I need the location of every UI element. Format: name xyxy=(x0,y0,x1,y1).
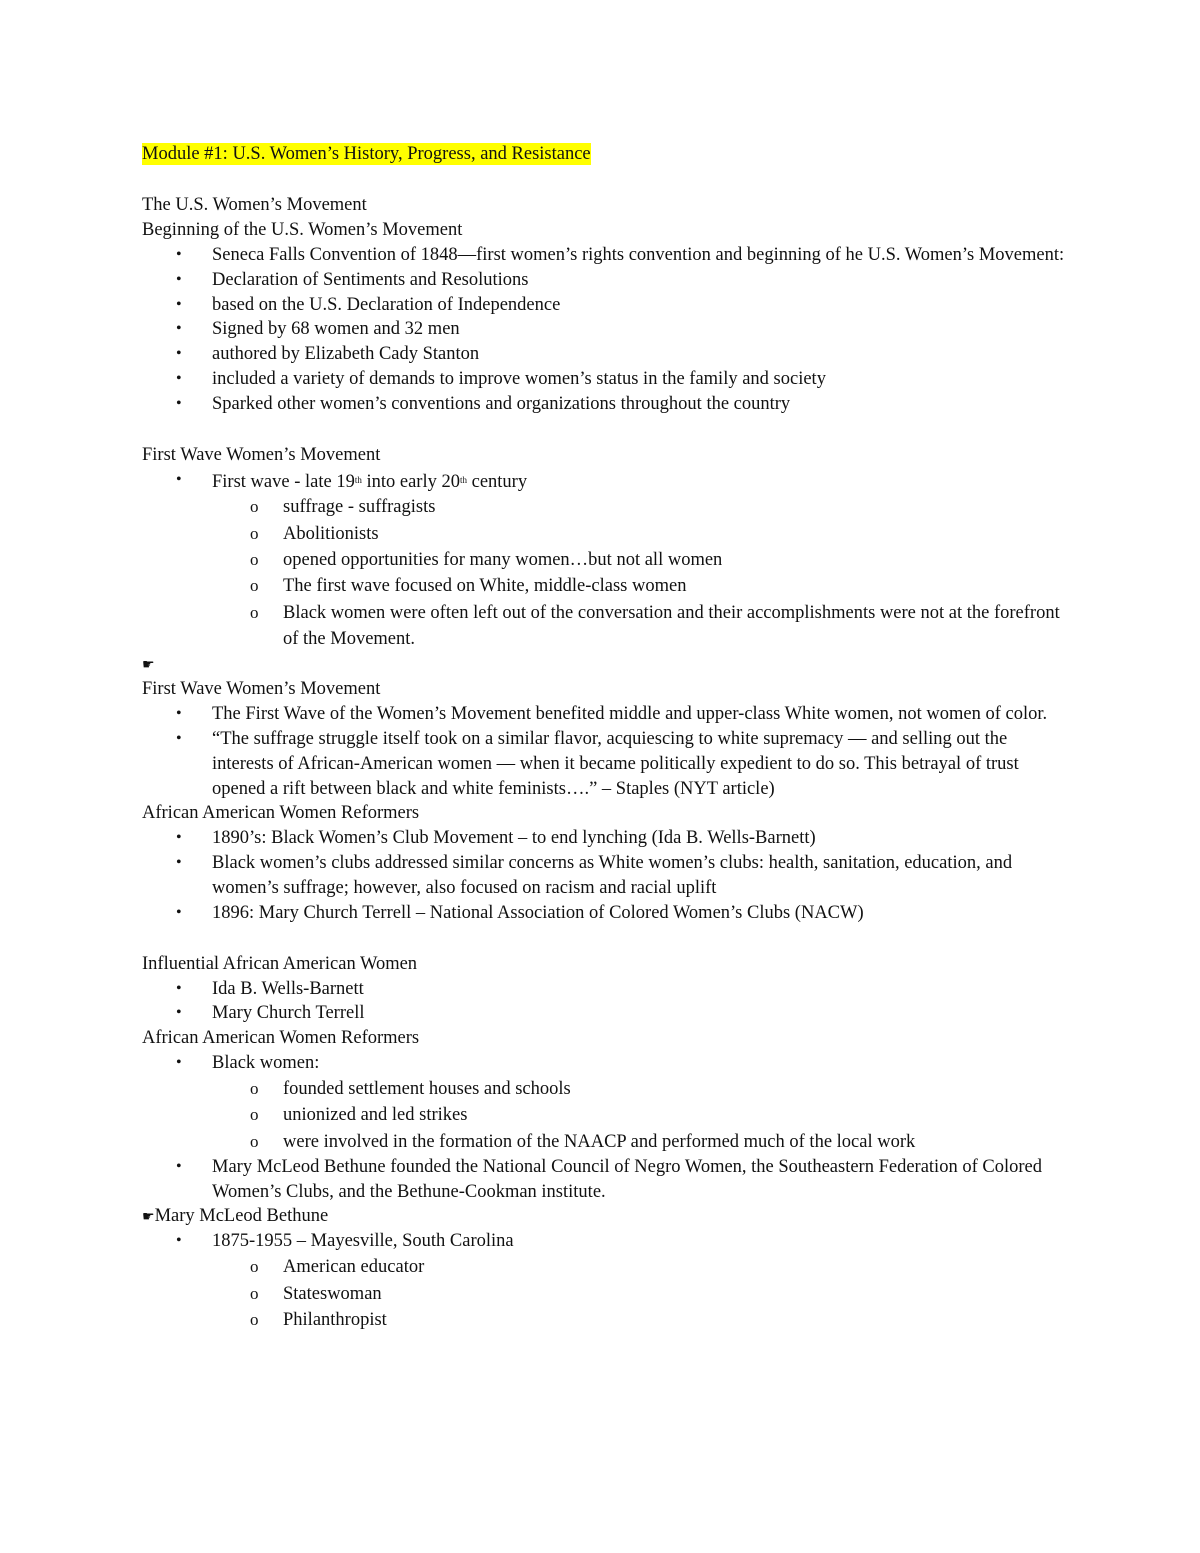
sub-list-item: o Philanthropist xyxy=(142,1307,1072,1333)
circle-bullet-icon: o xyxy=(250,1309,259,1329)
list-item: • First wave - late 19th into early 20th century o suffrage - suffragists o Abolitionists o opened opportunities for many women…but not all women o The first wave focused on White, middle-class women o Black women were often left out of the conversation and their accomplishments were not at the forefront of the Movement. xyxy=(142,468,1072,653)
circle-bullet-icon: o xyxy=(250,1131,259,1151)
first-wave-sublist xyxy=(212,494,1072,652)
list-item: • Black women: o founded settlement houses and schools o unionized and led strikes o were involved in the formation of the NAACP and performed much of the local work xyxy=(142,1051,1072,1155)
bullet-icon: • xyxy=(176,829,182,847)
bethune-sublist xyxy=(212,1254,1072,1333)
heading-us-womens-movement: The U.S. Women’s Movement xyxy=(142,195,367,215)
influential-list xyxy=(142,977,1072,1027)
sub-list-item: o unionized and led strikes xyxy=(142,1102,1072,1128)
circle-bullet-icon: o xyxy=(250,523,259,543)
list-item: • “The suffrage struggle itself took on a similar flavor, acquiescing to white supremacy — and selling out the interests of African-American women — when it became politically expedient to do so. This betrayal of trust opened a rift between black and white feminists….” – Staples (NYT article) xyxy=(176,728,1019,799)
list-item: • Mary McLeod Bethune founded the National Council of Negro Women, the Southeastern Federation of Colored Women’s Clubs, and the Bethune-Cookman institute. xyxy=(176,1156,1042,1202)
list-item: • based on the U.S. Declaration of Independence xyxy=(142,293,1072,318)
hand-pointer-icon: ☛ xyxy=(142,1209,155,1226)
circle-bullet-icon: o xyxy=(250,497,259,517)
list-item: • Ida B. Wells-Barnett xyxy=(142,977,1072,1002)
module-title: Module #1: U.S. Women’s History, Progress, and Resistance xyxy=(142,144,591,164)
sub-list-item: o opened opportunities for many women…but not all women xyxy=(142,547,1072,573)
circle-bullet-icon: o xyxy=(250,1105,259,1125)
bullet-icon: • xyxy=(176,470,182,488)
bethune-list xyxy=(142,1229,1072,1333)
first-wave-2-list xyxy=(142,702,1072,801)
bullet-icon: • xyxy=(176,394,182,412)
document-page xyxy=(142,142,1072,1333)
bullet-icon: • xyxy=(176,979,182,997)
bullet-icon: • xyxy=(176,1232,182,1250)
list-item: • authored by Elizabeth Cady Stanton xyxy=(142,342,1072,367)
list-item: • Sparked other women’s conventions and organizations throughout the country xyxy=(142,392,1072,417)
bullet-icon: • xyxy=(176,903,182,921)
sub-list-item: o were involved in the formation of the NAACP and performed much of the local work xyxy=(142,1129,1072,1155)
circle-bullet-icon: o xyxy=(250,1078,259,1098)
bullet-icon: • xyxy=(176,705,182,723)
sub-list-item: o suffrage - suffragists xyxy=(142,494,1072,520)
list-item: • included a variety of demands to improve women’s status in the family and society xyxy=(142,367,1072,392)
bullet-icon: • xyxy=(176,1004,182,1022)
bullet-icon: • xyxy=(176,270,182,288)
circle-bullet-icon: o xyxy=(250,602,259,622)
bullet-icon: • xyxy=(176,246,182,263)
heading-influential: Influential African American Women xyxy=(142,953,418,974)
circle-bullet-icon: o xyxy=(250,576,259,596)
circle-bullet-icon: o xyxy=(250,549,259,569)
list-item: • Black women’s clubs addressed similar concerns as White women’s clubs: health, sanitation, education, and women’s suffrage; however, also focused on racism and racial uplift xyxy=(176,853,1013,898)
bullet-icon: • xyxy=(176,1157,182,1175)
list-item: • 1896: Mary Church Terrell – National Association of Colored Women’s Clubs (NACW) xyxy=(142,901,1072,926)
bullet-icon: • xyxy=(176,345,182,363)
beginning-list xyxy=(142,243,1072,417)
bullet-icon: • xyxy=(176,854,182,872)
sub-list-item: o founded settlement houses and schools xyxy=(142,1076,1072,1102)
sub-list-item: o American educator xyxy=(142,1254,1072,1280)
bullet-icon: • xyxy=(176,1054,182,1072)
list-item: • Seneca Falls Convention of 1848—first women’s rights convention and beginning of he U.S. Women’s Movement: xyxy=(142,243,1072,268)
reformers-2-list xyxy=(142,1051,1072,1204)
bullet-icon: • xyxy=(176,369,182,387)
bullet-icon: • xyxy=(176,320,182,338)
heading-reformers: African American Women Reformers xyxy=(142,803,420,824)
reformers-2-sublist xyxy=(212,1076,1072,1155)
heading-first-wave: First Wave Women’s Movement xyxy=(142,444,381,465)
circle-bullet-icon: o xyxy=(250,1283,259,1303)
hand-pointer-icon: ☛ xyxy=(142,657,155,674)
heading-beginning: Beginning of the U.S. Women’s Movement xyxy=(142,220,463,240)
list-item: • Signed by 68 women and 32 men xyxy=(142,317,1072,342)
title-line xyxy=(142,142,1072,167)
sub-list-item: o Abolitionists xyxy=(142,521,1072,547)
sub-list-item: o Stateswoman xyxy=(142,1281,1072,1307)
sub-list-item: o Black women were often left out of the conversation and their accomplishments were not at the forefront of the Movement. xyxy=(142,600,1072,653)
list-item: • 1890’s: Black Women’s Club Movement – to end lynching (Ida B. Wells-Barnett) xyxy=(142,826,1072,851)
bullet-icon: • xyxy=(176,729,182,747)
circle-bullet-icon: o xyxy=(250,1257,259,1277)
heading-bethune: ☛Mary McLeod Bethune xyxy=(142,1204,1072,1229)
list-item: • The First Wave of the Women’s Movement benefited middle and upper-class White women, not women of color. xyxy=(142,702,1072,727)
ornament-line xyxy=(142,652,1072,677)
bullet-icon: • xyxy=(176,295,182,313)
sub-list-item: o The first wave focused on White, middle-class women xyxy=(142,573,1072,599)
heading-first-wave-2: First Wave Women’s Movement xyxy=(142,679,381,700)
list-item: • 1875-1955 – Mayesville, South Carolina o American educator o Stateswoman o Philanthropist xyxy=(142,1229,1072,1333)
reformers-list xyxy=(142,826,1072,925)
list-item: • Mary Church Terrell xyxy=(142,1001,1072,1026)
list-item: • Declaration of Sentiments and Resolutions xyxy=(142,268,1072,293)
first-wave-list xyxy=(142,468,1072,653)
heading-reformers-2: African American Women Reformers xyxy=(142,1028,420,1049)
